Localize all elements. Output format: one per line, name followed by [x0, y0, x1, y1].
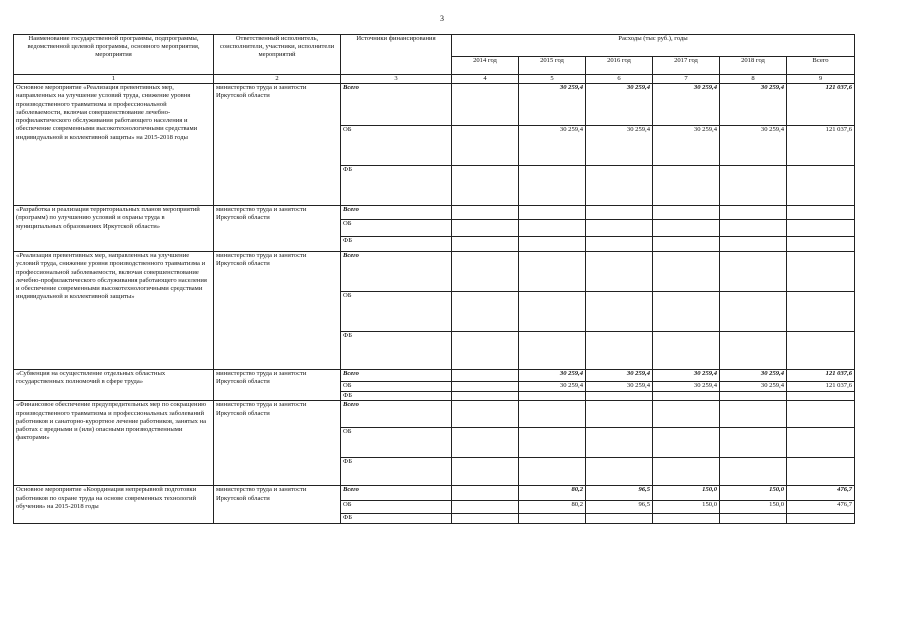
amount-cell: 30 259,4 — [720, 370, 787, 382]
col-number: 4 — [452, 75, 519, 84]
amount-cell: 121 037,6 — [787, 84, 855, 126]
amount-cell — [452, 458, 519, 486]
amount-cell — [787, 237, 855, 252]
funding-source: Всего — [341, 84, 452, 126]
measure-name: «Реализация превентивных мер, направленных на улучшение условий труда, снижение уровня производственного травматизма и профессиональной заболеваемости, включая совершенствование лечебно-профилактического обслуживания работающего населения и обеспечение современными высокотехнологичными средствами индивидуальной и коллективной защиты» — [14, 252, 214, 370]
funding-source: ФБ — [341, 458, 452, 486]
header-year: 2018 год — [720, 57, 787, 75]
table-row — [14, 370, 855, 382]
measure-name: «Субвенция на осуществление отдельных областных государственных полномочий в сфере труда» — [14, 370, 214, 401]
amount-cell — [720, 392, 787, 401]
amount-cell — [720, 220, 787, 237]
funding-source: ОБ — [341, 501, 452, 514]
amount-cell — [653, 292, 720, 332]
amount-cell: 30 259,4 — [720, 382, 787, 392]
amount-cell: 476,7 — [787, 501, 855, 514]
amount-cell — [519, 220, 586, 237]
amount-cell — [787, 252, 855, 292]
amount-cell — [519, 237, 586, 252]
header-year: 2015 год — [519, 57, 586, 75]
amount-cell: 30 259,4 — [720, 84, 787, 126]
amount-cell — [452, 428, 519, 458]
amount-cell — [653, 392, 720, 401]
header-year: 2017 год — [653, 57, 720, 75]
header-year: Всего — [787, 57, 855, 75]
amount-cell — [653, 237, 720, 252]
amount-cell — [452, 401, 519, 428]
amount-cell — [720, 237, 787, 252]
amount-cell — [586, 514, 653, 524]
amount-cell — [787, 458, 855, 486]
amount-cell — [519, 292, 586, 332]
amount-cell — [586, 237, 653, 252]
amount-cell: 30 259,4 — [586, 370, 653, 382]
amount-cell — [452, 382, 519, 392]
funding-source: ФБ — [341, 166, 452, 206]
funding-source: ОБ — [341, 428, 452, 458]
amount-cell: 30 259,4 — [653, 370, 720, 382]
amount-cell: 30 259,4 — [586, 84, 653, 126]
col-number: 8 — [720, 75, 787, 84]
amount-cell: 150,0 — [653, 501, 720, 514]
table-row — [14, 84, 855, 126]
amount-cell — [452, 252, 519, 292]
amount-cell — [787, 166, 855, 206]
amount-cell: 150,0 — [653, 486, 720, 501]
amount-cell — [720, 428, 787, 458]
measure-name: Основное мероприятие «Координация непрерывной подготовки работников по охране труда на основе современных технологий обучения» на 2015-2018 годы — [14, 486, 214, 524]
amount-cell — [720, 332, 787, 370]
funding-source: Всего — [341, 370, 452, 382]
amount-cell — [519, 332, 586, 370]
amount-cell: 96,5 — [586, 501, 653, 514]
amount-cell — [519, 428, 586, 458]
amount-cell — [586, 392, 653, 401]
amount-cell — [452, 501, 519, 514]
amount-cell — [452, 84, 519, 126]
measure-executor: министерство труда и занятости Иркутской области — [214, 84, 341, 206]
funding-source: ФБ — [341, 237, 452, 252]
measure-executor: министерство труда и занятости Иркутской области — [214, 486, 341, 524]
column-numbers-row — [14, 75, 855, 84]
amount-cell: 80,2 — [519, 501, 586, 514]
amount-cell — [586, 428, 653, 458]
funding-source: ОБ — [341, 126, 452, 166]
col-number: 3 — [341, 75, 452, 84]
amount-cell — [720, 458, 787, 486]
funding-source: ФБ — [341, 392, 452, 401]
funding-source: ФБ — [341, 514, 452, 524]
measure-executor: министерство труда и занятости Иркутской области — [214, 401, 341, 486]
table-row — [14, 252, 855, 292]
amount-cell: 96,5 — [586, 486, 653, 501]
header-year: 2014 год — [452, 57, 519, 75]
amount-cell — [452, 220, 519, 237]
header-name: Наименование государственной программы, подпрограммы, ведомственной целевой программы, основного мероприятия, мероприятия — [14, 35, 214, 75]
amount-cell — [586, 252, 653, 292]
amount-cell — [452, 166, 519, 206]
amount-cell — [452, 292, 519, 332]
amount-cell — [452, 126, 519, 166]
budget-table — [13, 34, 855, 524]
amount-cell: 121 037,6 — [787, 370, 855, 382]
amount-cell: 30 259,4 — [653, 84, 720, 126]
amount-cell — [653, 206, 720, 220]
table-row — [14, 206, 855, 220]
funding-source: ФБ — [341, 332, 452, 370]
page-number: 3 — [440, 14, 444, 23]
table-row — [14, 401, 855, 428]
amount-cell: 30 259,4 — [519, 370, 586, 382]
table-row — [14, 486, 855, 501]
amount-cell — [787, 220, 855, 237]
amount-cell — [653, 252, 720, 292]
amount-cell — [452, 206, 519, 220]
amount-cell — [653, 166, 720, 206]
amount-cell — [720, 252, 787, 292]
amount-cell — [720, 401, 787, 428]
amount-cell — [519, 252, 586, 292]
amount-cell — [586, 166, 653, 206]
col-number: 2 — [214, 75, 341, 84]
funding-source: Всего — [341, 486, 452, 501]
measure-executor: министерство труда и занятости Иркутской области — [214, 370, 341, 401]
measure-name: «Разработка и реализация территориальных планов мероприятий (программ) по улучшению условий и охраны труда в муниципальных образованиях Иркутской области» — [14, 206, 214, 252]
amount-cell — [720, 166, 787, 206]
amount-cell: 30 259,4 — [519, 84, 586, 126]
amount-cell: 476,7 — [787, 486, 855, 501]
amount-cell: 121 037,6 — [787, 126, 855, 166]
amount-cell: 30 259,4 — [519, 382, 586, 392]
amount-cell — [586, 458, 653, 486]
amount-cell — [787, 292, 855, 332]
amount-cell: 150,0 — [720, 501, 787, 514]
amount-cell — [519, 166, 586, 206]
measure-name: «Финансовое обеспечение предупредительных мер по сокращению производственного травматизма и профессиональных заболеваний работников и санаторно-курортное лечение работников, занятых на работах с вредными и (или) опасными производственными факторами» — [14, 401, 214, 486]
amount-cell — [720, 206, 787, 220]
amount-cell: 30 259,4 — [586, 382, 653, 392]
col-number: 1 — [14, 75, 214, 84]
amount-cell — [787, 206, 855, 220]
measure-name: Основное мероприятие «Реализация превентивных мер, направленных на улучшение условий труда, снижение уровня производственного травматизма и профессиональной заболеваемости, включая совершенствование лечебно-профилактического обслуживания работающего населения и обеспечение современными высокотехнологичными средствами индивидуальной и коллективной защиты» на 2015-2018 годы — [14, 84, 214, 206]
amount-cell — [586, 292, 653, 332]
amount-cell — [787, 514, 855, 524]
amount-cell: 30 259,4 — [519, 126, 586, 166]
amount-cell — [452, 370, 519, 382]
amount-cell — [452, 237, 519, 252]
funding-source: Всего — [341, 401, 452, 428]
amount-cell — [519, 206, 586, 220]
amount-cell — [519, 514, 586, 524]
amount-cell — [787, 332, 855, 370]
amount-cell — [586, 332, 653, 370]
amount-cell: 30 259,4 — [586, 126, 653, 166]
col-number: 7 — [653, 75, 720, 84]
measure-executor: министерство труда и занятости Иркутской области — [214, 206, 341, 252]
amount-cell — [586, 401, 653, 428]
amount-cell — [653, 332, 720, 370]
amount-cell — [653, 428, 720, 458]
amount-cell — [452, 514, 519, 524]
funding-source: ОБ — [341, 220, 452, 237]
amount-cell — [653, 220, 720, 237]
amount-cell — [452, 332, 519, 370]
amount-cell — [586, 220, 653, 237]
amount-cell: 30 259,4 — [720, 126, 787, 166]
amount-cell — [653, 514, 720, 524]
amount-cell: 30 259,4 — [653, 126, 720, 166]
amount-cell: 150,0 — [720, 486, 787, 501]
col-number: 5 — [519, 75, 586, 84]
header-year: 2016 год — [586, 57, 653, 75]
funding-source: Всего — [341, 206, 452, 220]
amount-cell — [519, 401, 586, 428]
amount-cell — [787, 392, 855, 401]
amount-cell — [720, 514, 787, 524]
measure-executor: министерство труда и занятости Иркутской области — [214, 252, 341, 370]
amount-cell — [653, 458, 720, 486]
amount-cell — [653, 401, 720, 428]
amount-cell: 80,2 — [519, 486, 586, 501]
header-source: Источники финансирования — [341, 35, 452, 75]
amount-cell: 30 259,4 — [653, 382, 720, 392]
funding-source: Всего — [341, 252, 452, 292]
col-number: 6 — [586, 75, 653, 84]
amount-cell — [586, 206, 653, 220]
amount-cell — [787, 428, 855, 458]
amount-cell — [519, 392, 586, 401]
amount-cell — [452, 486, 519, 501]
header-expenses: Расходы (тыс руб.), годы — [452, 35, 855, 57]
funding-source: ОБ — [341, 382, 452, 392]
amount-cell: 121 037,6 — [787, 382, 855, 392]
funding-source: ОБ — [341, 292, 452, 332]
col-number: 9 — [787, 75, 855, 84]
amount-cell — [787, 401, 855, 428]
amount-cell — [452, 392, 519, 401]
amount-cell — [519, 458, 586, 486]
header-executor: Ответственный исполнитель, соисполнители, участники, исполнители мероприятий — [214, 35, 341, 75]
amount-cell — [720, 292, 787, 332]
